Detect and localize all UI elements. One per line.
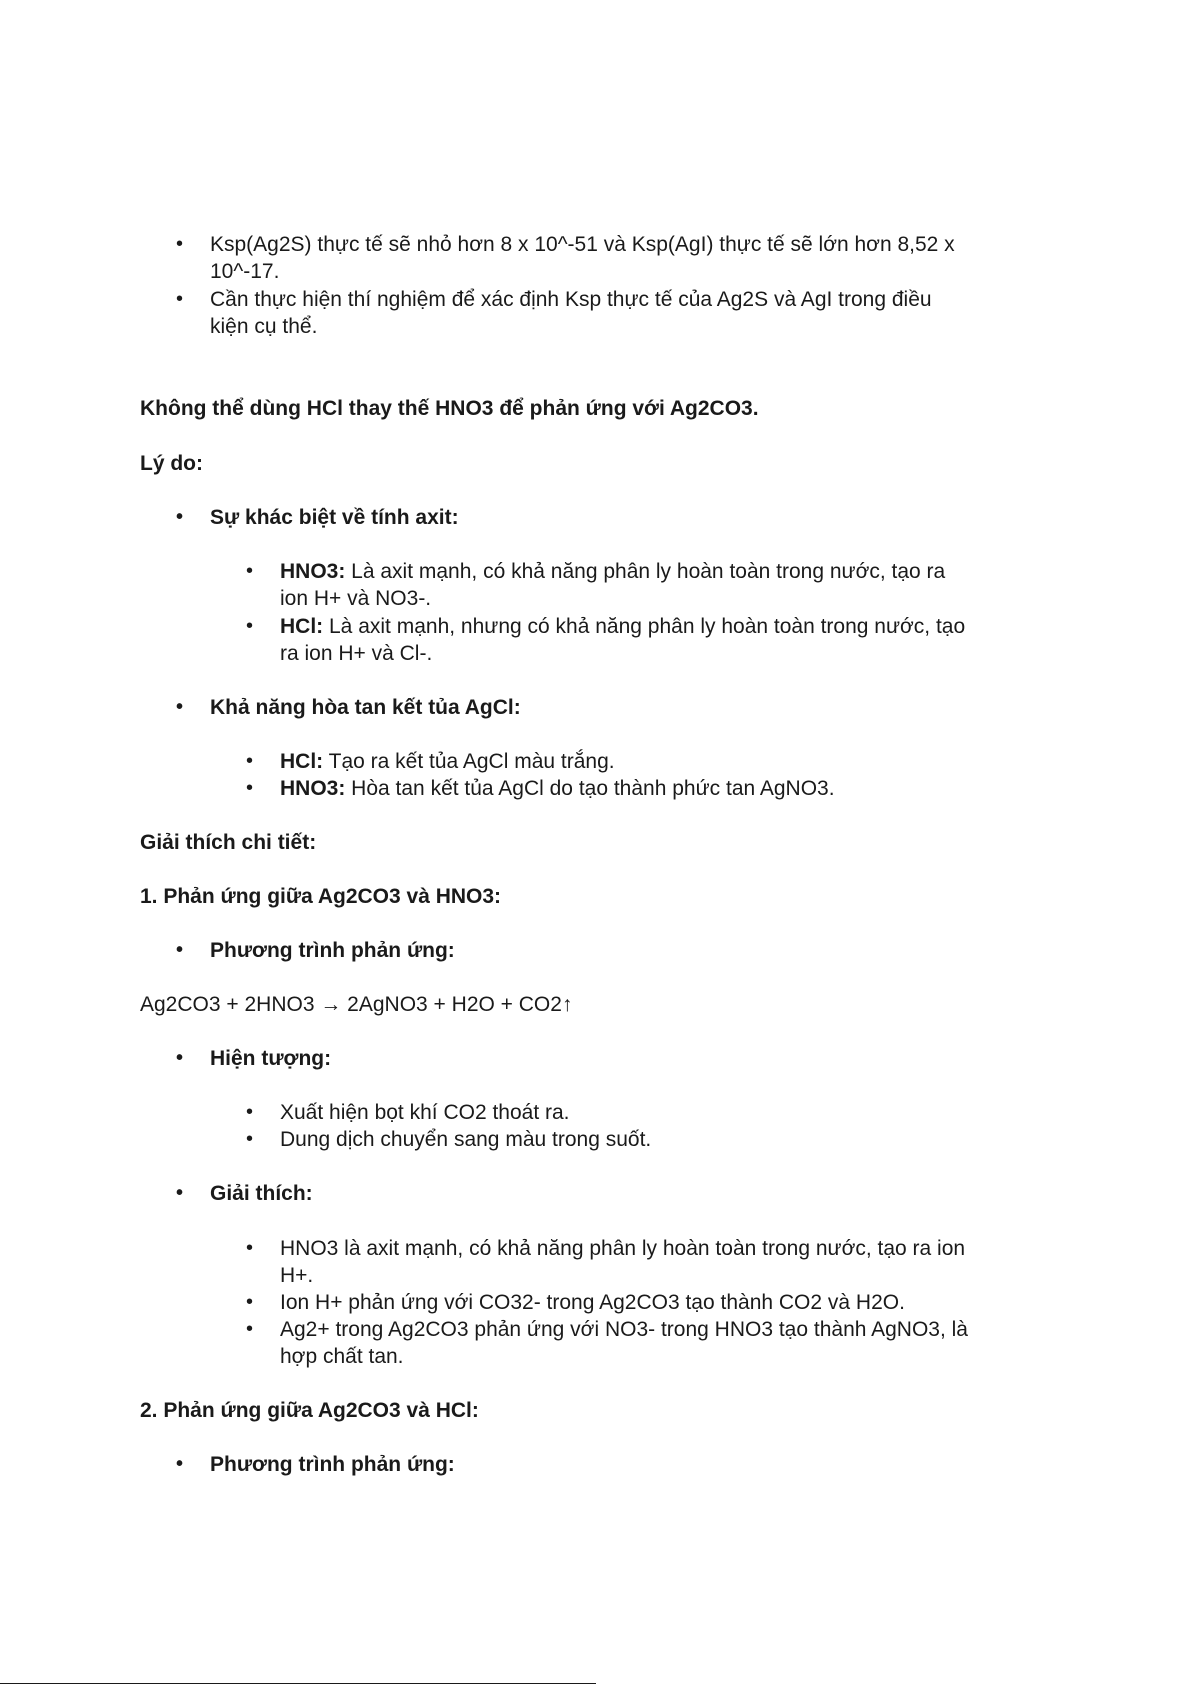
- section1-explanation-1-line-2: H+.: [280, 1264, 314, 1287]
- acid-item-hcl-line-2: ra ion H+ và Cl-.: [280, 642, 433, 665]
- acid-difference-title: • Sự khác biệt về tính axit:: [210, 504, 459, 531]
- section1-equation: Ag2CO3 + 2HNO3 → 2AgNO3 + H2O + CO2↑: [140, 993, 573, 1016]
- acid-item-hno3-text: Là axit mạnh, có khả năng phân ly hoàn toàn trong nước, tạo ra: [345, 560, 946, 583]
- acid-item-hcl-text: Là axit mạnh, nhưng có khả năng phân ly hoàn toàn trong nước, tạo: [323, 615, 966, 638]
- dissolve-item-hcl: [280, 748, 615, 775]
- dissolve-item-hno3-term: HNO3:: [280, 777, 346, 800]
- acid-item-hno3: [280, 558, 945, 585]
- section1-explanation-3-line-1: • Ag2+ trong Ag2CO3 phản ứng với NO3- trong HNO3 tạo thành AgNO3, là: [280, 1316, 968, 1343]
- acid-item-hno3-line-2: ion H+ và NO3-.: [280, 587, 432, 610]
- section1-explanation-1-line-1: • HNO3 là axit mạnh, có khả năng phân ly hoàn toàn trong nước, tạo ra ion: [280, 1235, 965, 1262]
- section1-phenomenon-label: • Hiện tượng:: [210, 1045, 331, 1072]
- ksp-bullet-2-line-2: kiện cụ thể.: [210, 315, 318, 338]
- acid-item-hno3-term: HNO3:: [280, 560, 346, 583]
- dissolve-ability-title: • Khả năng hòa tan kết tủa AgCl:: [210, 694, 521, 721]
- dissolve-item-hcl-term: HCl:: [280, 750, 324, 773]
- section1-explanation-3-line-2: hợp chất tan.: [280, 1345, 404, 1368]
- dissolve-item-hno3-text: Hòa tan kết tủa AgCl do tạo thành phức tan AgNO3.: [345, 777, 835, 800]
- section1-explanation-2: • Ion H+ phản ứng với CO32- trong Ag2CO3 tạo thành CO2 và H2O.: [280, 1289, 905, 1316]
- ksp-bullet-2-line-1: • Cần thực hiện thí nghiệm để xác định Ksp thực tế của Ag2S và AgI trong điều: [210, 286, 932, 313]
- detail-heading: Giải thích chi tiết:: [140, 831, 317, 854]
- dissolve-item-hcl-text: Tạo ra kết tủa AgCl màu trắng.: [323, 750, 615, 773]
- section2-equation-label: • Phương trình phản ứng:: [210, 1451, 455, 1478]
- reason-label: Lý do:: [140, 452, 203, 475]
- section2-heading: 2. Phản ứng giữa Ag2CO3 và HCl:: [140, 1399, 479, 1422]
- main-heading: Không thể dùng HCl thay thế HNO3 để phản ứng với Ag2CO3.: [140, 397, 759, 420]
- dissolve-item-hno3: [280, 775, 835, 802]
- section1-phenomenon-1: • Xuất hiện bọt khí CO2 thoát ra.: [280, 1099, 570, 1126]
- page-bottom-rule: [0, 1683, 596, 1684]
- acid-item-hcl-term: HCl:: [280, 615, 324, 638]
- section1-heading: 1. Phản ứng giữa Ag2CO3 và HNO3:: [140, 885, 502, 908]
- section1-explanation-label: • Giải thích:: [210, 1180, 313, 1207]
- section1-phenomenon-2: • Dung dịch chuyển sang màu trong suốt.: [280, 1126, 651, 1153]
- section1-equation-label: • Phương trình phản ứng:: [210, 937, 455, 964]
- ksp-bullet-1-line-2: 10^-17.: [210, 260, 280, 283]
- ksp-bullet-1-line-1: • Ksp(Ag2S) thực tế sẽ nhỏ hơn 8 x 10^-51 và Ksp(AgI) thực tế sẽ lớn hơn 8,52 x: [210, 231, 955, 258]
- acid-item-hcl: [280, 613, 965, 640]
